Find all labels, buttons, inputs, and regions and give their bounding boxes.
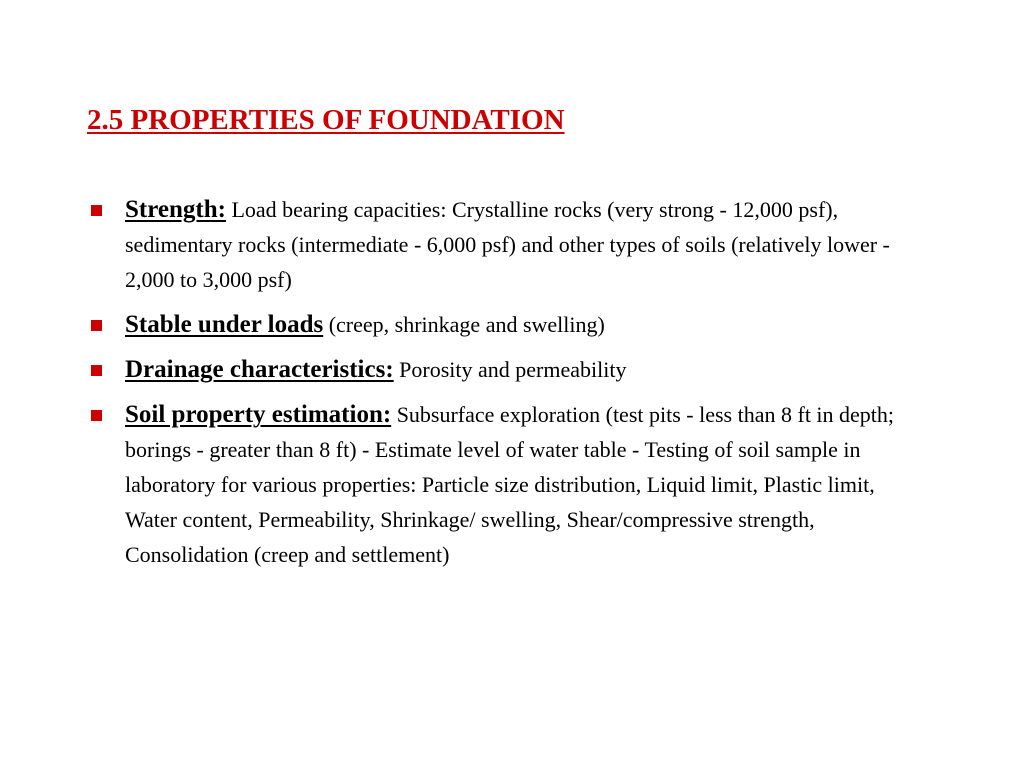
bullet-list [90,192,930,582]
square-bullet-icon [91,205,102,216]
square-bullet-icon [91,410,102,421]
bullet-item-drainage [90,352,930,387]
bullet-term: Soil property estimation: [125,401,392,428]
bullet-text: (creep, shrinkage and swelling) [323,312,605,337]
bullet-text: Subsurface exploration (test pits - less than 8 ft in depth; borings - greater than 8 ft) - Estimate level of water table - Testing of soil sample in laboratory for various properties: Particle size distribution, Liquid limit, Plastic limit, Water content, Permeability, Shrinkage/ swelling, Shear/compressive strength, Consolidation (creep and settlement) [125,402,895,567]
bullet-item-strength [90,192,930,297]
bullet-text: Load bearing capacities: Crystalline rocks (very strong - 12,000 psf), sedimentary rocks (intermediate - 6,000 psf) and other types of soils (relatively lower - 2,000 to 3,000 psf) [125,197,890,292]
slide-title: 2.5 PROPERTIES OF FOUNDATION [87,104,565,136]
bullet-text: Porosity and permeability [393,357,627,382]
square-bullet-icon [91,365,102,376]
bullet-item-soil-property [90,397,930,572]
square-bullet-icon [91,320,102,331]
bullet-term: Strength: [125,196,226,223]
bullet-item-stable-under-loads [90,307,930,342]
bullet-term: Stable under loads [125,311,324,338]
bullet-term: Drainage characteristics: [125,356,394,383]
